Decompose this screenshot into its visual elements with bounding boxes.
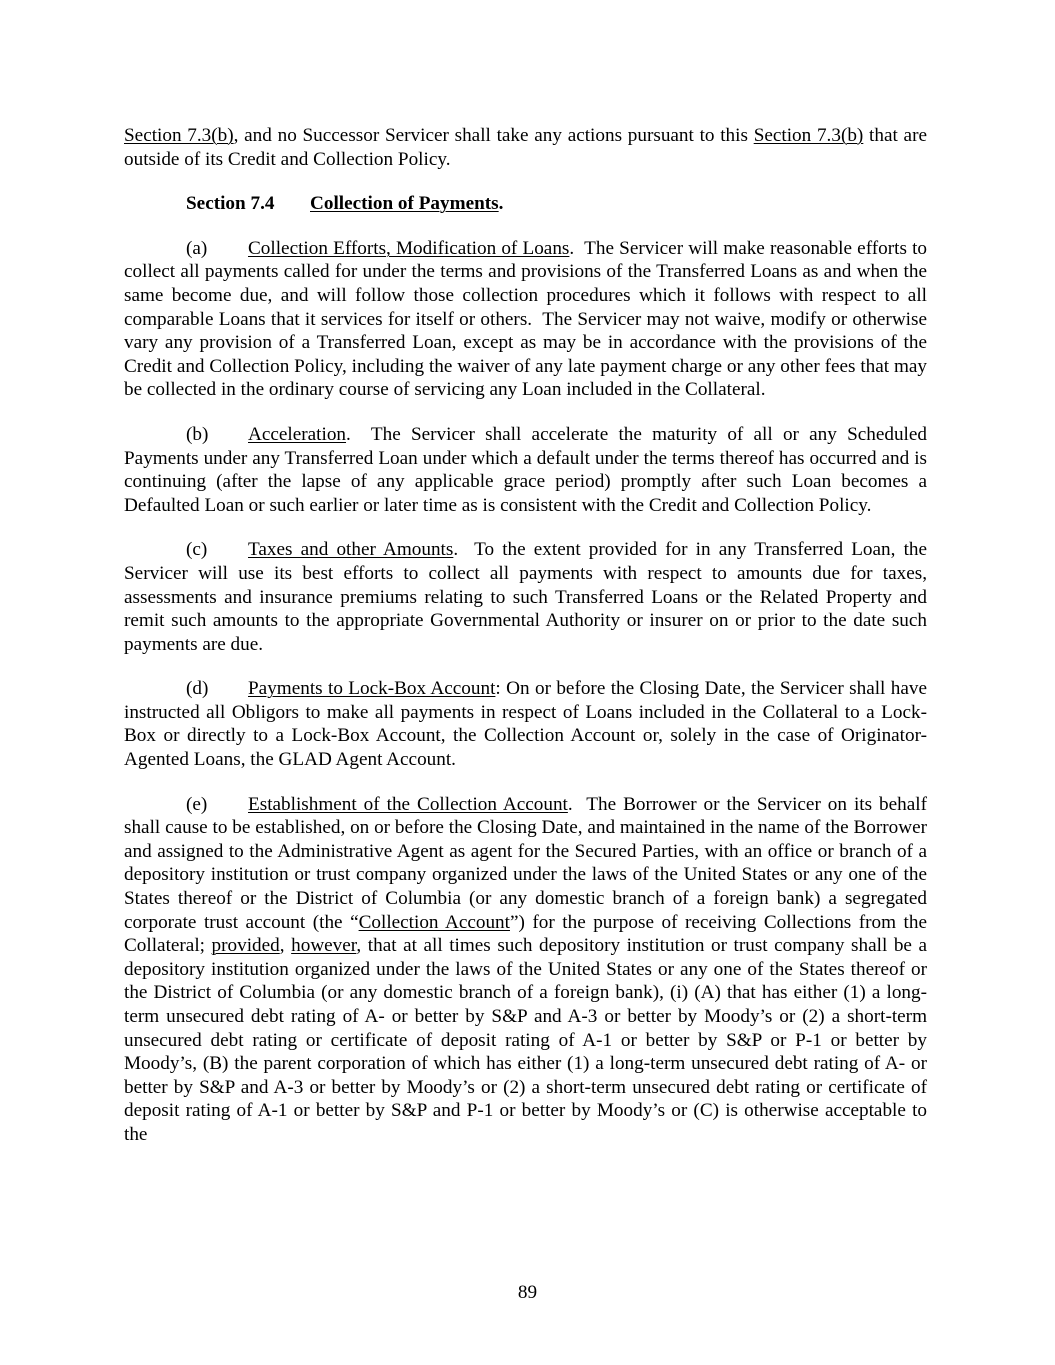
caption-suffix: . xyxy=(567,793,573,815)
section-title: Collection of Payments xyxy=(310,193,499,215)
subsection-body: , that at all times such depository institution or trust company shall be a depository institution organized under the laws of the United States or any one of the States thereof or the District of Columbia (or any domestic branch of a foreign bank), (i) (A) that has either (1) a long-term unsecured debt rating of A- or better by S&P and A-3 or better by Moody’s or (2) a short-term unsecured debt rating or certificate of deposit rating of A-1 or better by S&P or P-1 or better by Moody’s, (B) the parent corporation of which has either (1) a long-term unsecured debt rating of A- or better by S&P and A-3 or better by Moody’s or (2) a short-term unsecured debt rating or certificate of deposit rating of A-1 or better by S&P and P-1 or better by Moody’s or (C) is otherwise acceptable to the xyxy=(124,935,928,1145)
subsection-body: The Servicer will make reasonable efforts to collect all payments called for under the terms and provisions of the Transferred Loans as and when the same become due, and will follow those collection procedures which it follows with respect to all comparable Loans that it services for itself or others. The Servicer may not waive, modify or otherwise vary any provision of a Transferred Loan, except as may be in accordance with the provisions of the Credit and Collection Policy, including the waiver of any late payment charge or any other fees that may be collected in the ordinary course of servicing any Loan included in the Collateral. xyxy=(124,237,932,401)
paragraph-text: , and no Successor Servicer shall take any actions pursuant to this xyxy=(233,125,754,146)
subsection-body: ”) for the purpose of receiving Collections from the Collateral; xyxy=(124,911,927,957)
section-number: Section 7.4 xyxy=(186,193,275,215)
subsection-label: (d) xyxy=(186,678,209,700)
subsection-b xyxy=(124,423,932,517)
caption-suffix: . xyxy=(453,539,459,561)
subsection-label: (c) xyxy=(186,539,208,561)
caption-suffix: . xyxy=(569,237,575,259)
subsection-caption: Payments to Lock-Box Account xyxy=(248,678,496,700)
continuation-paragraph xyxy=(124,124,927,171)
subsection-body: To the extent provided for in any Transferred Loan, the Servicer will use its best efforts to collect all payments with respect to amounts due for taxes, assessments and insurance premiums relating to such Transferred Loans or the Related Property and remit such amounts to the appropriate Governmental Authority or insurer on or prior to the date such payments are due. xyxy=(124,539,932,655)
section-reference: Section 7.3(b) xyxy=(753,125,864,146)
caption-suffix: : xyxy=(495,678,501,700)
subsection-caption: Collection Efforts, Modification of Loans xyxy=(248,237,570,259)
section-title-suffix: . xyxy=(498,193,504,215)
document-page xyxy=(124,124,932,1147)
defined-term: Collection Account xyxy=(358,911,510,933)
paragraph-text: that are outside of its Credit and Collection Policy. xyxy=(124,125,927,170)
section-reference: Section 7.3(b) xyxy=(124,125,234,146)
subsection-body: On or before the Closing Date, the Servicer shall have instructed all Obligors to make all payments in respect of Loans included in the Collateral to a Lock-Box or directly to a Lock-Box Account, the Collection Account or, solely in the case of Originator-Agented Loans, the GLAD Agent Account. xyxy=(124,678,927,771)
proviso-term: however xyxy=(291,935,357,957)
subsection-d xyxy=(124,677,927,771)
subsection-caption: Taxes and other Amounts xyxy=(248,539,454,561)
proviso-term: provided xyxy=(211,935,280,957)
subsection-body: The Borrower or the Servicer on its behalf shall cause to be established, on or before the Closing Date, and maintained in the name of the Borrower and assigned to the Administrative Agent as agent for the Secured Parties, with an office or branch of a depository institution or trust company organized under the laws of the United States or any one of the States thereof or the District of Columbia (or any domestic branch of a foreign bank) a segregated corporate trust account (the “ xyxy=(124,793,932,933)
subsection-label: (b) xyxy=(186,423,209,445)
proviso-comma: , xyxy=(279,935,292,957)
subsection-c xyxy=(124,538,932,656)
subsection-caption: Establishment of the Collection Account xyxy=(248,793,568,815)
caption-suffix: . xyxy=(346,423,351,445)
subsection-label: (a) xyxy=(186,237,208,259)
subsection-label: (e) xyxy=(186,793,208,815)
subsection-a xyxy=(124,237,932,402)
page-number: 89 xyxy=(517,1282,538,1303)
subsection-caption: Acceleration xyxy=(248,423,347,445)
section-heading xyxy=(124,192,927,216)
subsection-body: The Servicer shall accelerate the maturity of all or any Scheduled Payments under any Transferred Loan under which a default under the terms thereof has occurred and is continuing (after the lapse of any applicable grace period) promptly after such Loan becomes a Defaulted Loan or such earlier or later time as is consistent with the Credit and Collection Policy. xyxy=(124,423,932,516)
subsection-e xyxy=(124,793,932,1147)
